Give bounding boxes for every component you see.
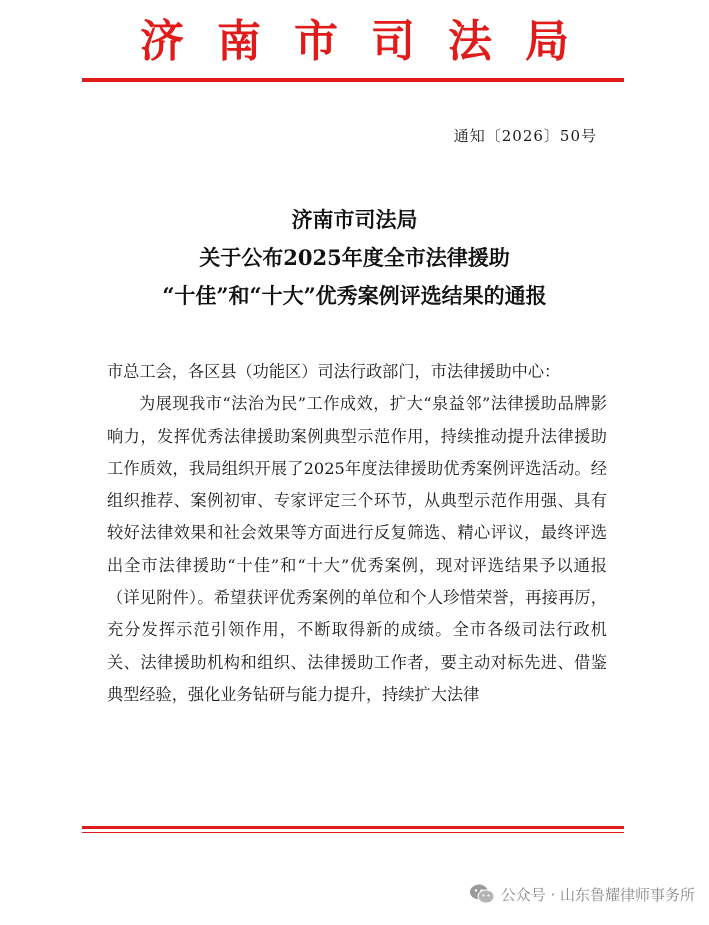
title-line-1: 济南市司法局 [291, 207, 418, 232]
wechat-icon [469, 883, 495, 905]
header-red-rule [82, 78, 624, 82]
document-body [107, 356, 607, 711]
title-line-2: 关于公布2025年度全市法律援助 [199, 245, 510, 270]
document-number: 通知〔2026〕50号 [453, 127, 597, 145]
footer-red-rule-thin [82, 832, 624, 833]
footer-red-rule [82, 826, 624, 829]
salutation: 市总工会，各区县（功能区）司法行政部门，市法律援助中心： [107, 362, 561, 381]
wechat-watermark [469, 881, 695, 907]
document-title [0, 201, 709, 315]
watermark-text: 公众号 · 山东鲁耀律师事务所 [500, 885, 695, 904]
issuer-header: 济南市司法局 [140, 16, 602, 67]
title-line-3: “十佳”和“十大”优秀案例评选结果的通报 [162, 283, 547, 308]
body-paragraph: 为展现我市“法治为民”工作成效，扩大“泉益邻”法律援助品牌影响力，发挥优秀法律援助案例典型示范作用，持续推动提升法律援助工作质效，我局组织开展了2025年度法律援助优秀案例评选活动。经组织推荐、案例初审、专家评定三个环节，从典型示范作用强、具有较好法律效果和社会效果等方面进行反复筛选、精心评议，最终评选出全市法律援助“十佳”和“十大”优秀案例，现对评选结果予以通报（详见附件）。希望获评优秀案例的单位和个人珍惜荣誉，再接再厉，充分发挥示范引领作用，不断取得新的成绩。全市各级司法行政机关、法律援助机构和组织、法律援助工作者，要主动对标先进、借鉴典型经验，强化业务钻研与能力提升，持续扩大法律 [107, 394, 607, 704]
